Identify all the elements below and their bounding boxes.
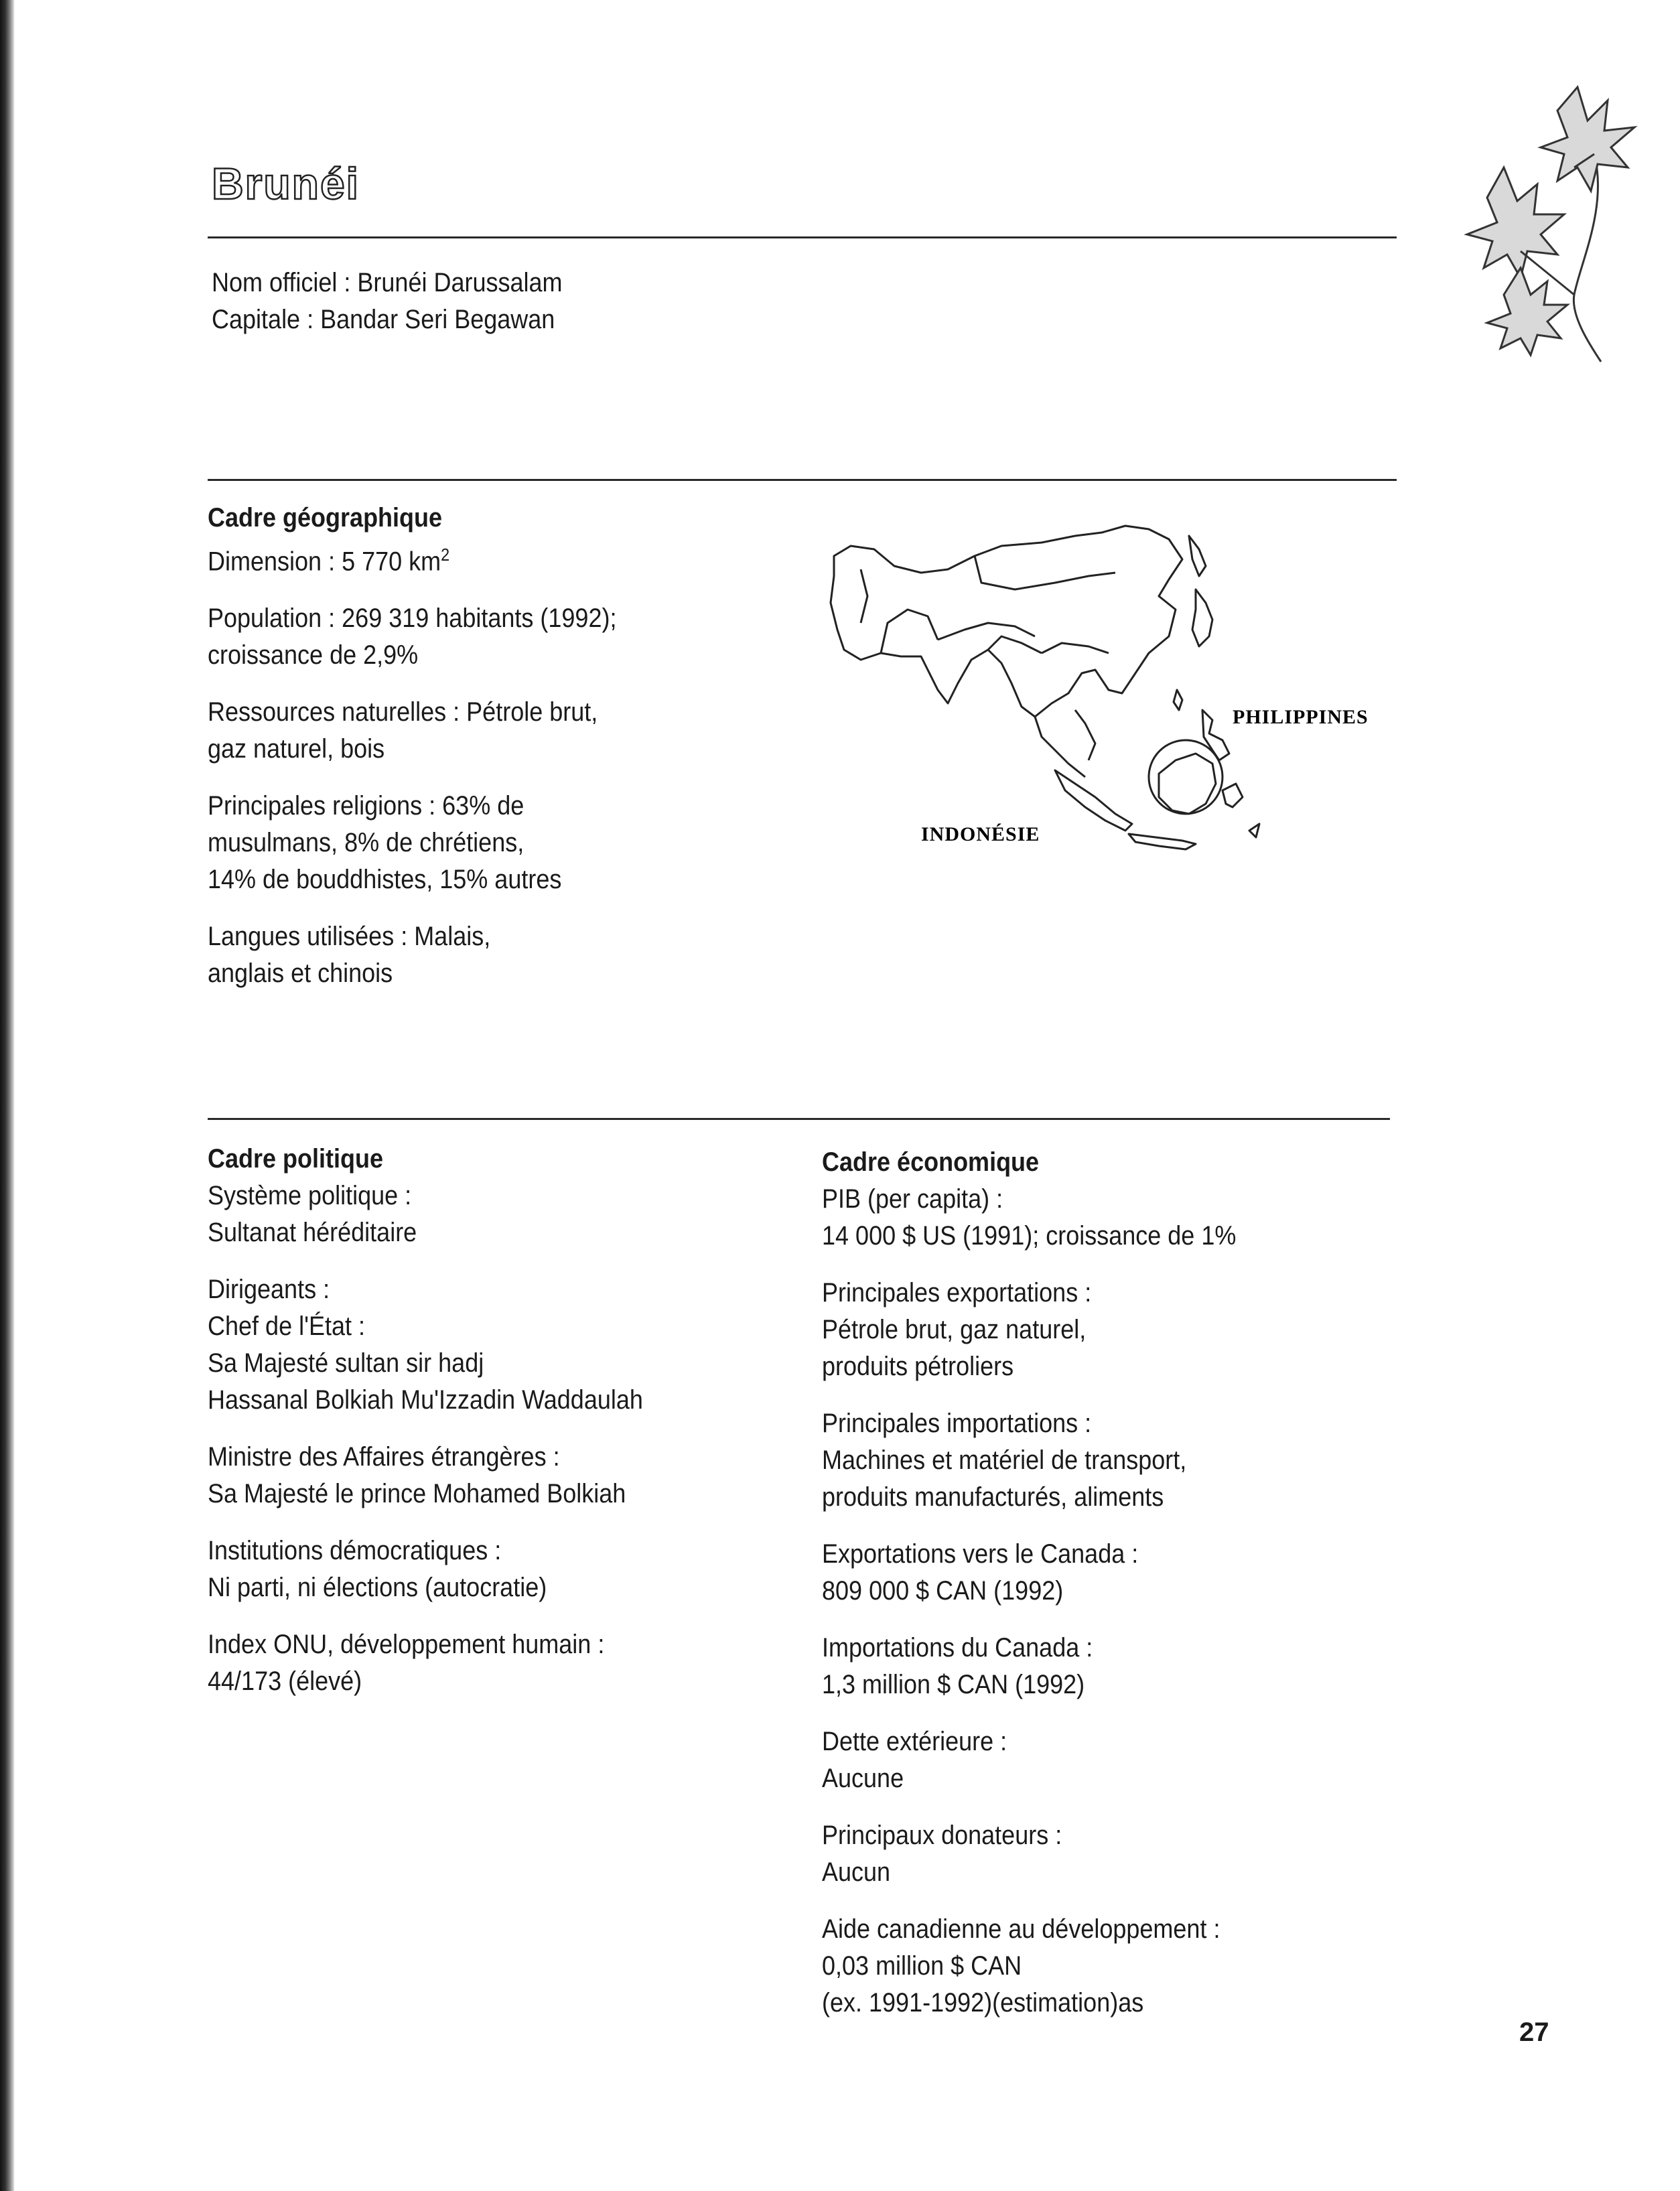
foreign-minister (208, 1439, 691, 1512)
geo-dimension (208, 537, 662, 580)
dimension-exponent: 2 (441, 545, 450, 565)
imports-line-2: Machines et matériel de transport, (822, 1445, 1187, 1475)
geo-section (208, 500, 662, 1012)
leaders-line-4: Hassanal Bolkiah Mu'Izzadin Waddaulah (208, 1385, 643, 1415)
undp-line-2: 44/173 (élevé) (208, 1667, 362, 1696)
economy-section (822, 1144, 1282, 2042)
exports-to-canada (822, 1536, 1282, 1610)
map-taiwan (1174, 690, 1182, 710)
scan-binding-edge (0, 0, 15, 2191)
dimension-text: Dimension : 5 770 km (208, 547, 441, 577)
politics-divider (208, 1118, 1390, 1120)
canadian-aid (822, 1911, 1282, 2022)
leaders (208, 1271, 691, 1419)
politics-section (208, 1141, 691, 1720)
official-name: Nom officiel : Brunéi Darussalam (212, 268, 563, 297)
geo-resources (208, 694, 662, 768)
debt-line-1: Dette extérieure : (822, 1727, 1007, 1756)
map-philippines (1202, 710, 1229, 760)
map-sumatra (1055, 770, 1132, 831)
exports-line-2: Pétrole brut, gaz naturel, (822, 1315, 1087, 1344)
minister-line-1: Ministre des Affaires étrangères : (208, 1442, 560, 1472)
gdp-line-2: 14 000 $ US (1991); croissance de 1% (822, 1221, 1237, 1251)
geo-heading: Cadre géographique (208, 503, 443, 533)
geo-divider (208, 479, 1397, 481)
main-donors (822, 1817, 1282, 1891)
imports-canada-line-1: Importations du Canada : (822, 1633, 1093, 1663)
map-japan (1192, 589, 1212, 646)
resources-line-2: gaz naturel, bois (208, 734, 385, 764)
religions-line-3: 14% de bouddhistes, 15% autres (208, 865, 562, 895)
population-line-1: Population : 269 319 habitants (1992); (208, 604, 617, 634)
undp-line-1: Index ONU, développement humain : (208, 1630, 605, 1659)
undp-index (208, 1626, 691, 1700)
exports-canada-line-1: Exportations vers le Canada : (822, 1539, 1139, 1569)
main-imports (822, 1405, 1282, 1516)
languages-line-2: anglais et chinois (208, 959, 393, 989)
debt-line-2: Aucune (822, 1764, 904, 1793)
resources-line-1: Ressources naturelles : Pétrole brut, (208, 697, 598, 727)
religions-line-1: Principales religions : 63% de (208, 791, 524, 821)
aid-line-1: Aide canadienne au développement : (822, 1914, 1220, 1944)
capital: Capitale : Bandar Seri Begawan (212, 305, 555, 334)
exports-line-1: Principales exportations : (822, 1278, 1092, 1307)
exports-canada-line-2: 809 000 $ CAN (1992) (822, 1576, 1064, 1606)
map-borneo (1159, 754, 1216, 814)
minister-line-2: Sa Majesté le prince Mohamed Bolkiah (208, 1479, 626, 1508)
economy-heading: Cadre économique (822, 1147, 1040, 1177)
political-system (208, 1178, 691, 1251)
politics-heading: Cadre politique (208, 1144, 384, 1174)
institutions-line-1: Institutions démocratiques : (208, 1536, 502, 1565)
leaders-line-2: Chef de l'État : (208, 1312, 366, 1341)
maple-leaf-icon (1440, 74, 1668, 368)
donors-line-1: Principaux donateurs : (822, 1821, 1062, 1850)
institutions-line-2: Ni parti, ni élections (autocratie) (208, 1573, 547, 1602)
imports-line-3: produits manufacturés, aliments (822, 1482, 1164, 1512)
main-exports (822, 1275, 1282, 1385)
democratic-institutions (208, 1533, 691, 1606)
map-java (1129, 834, 1196, 849)
aid-line-2: 0,03 million $ CAN (822, 1951, 1022, 1981)
asia-map (821, 509, 1410, 857)
leaders-line-1: Dirigeants : (208, 1275, 330, 1304)
imports-from-canada (822, 1630, 1282, 1703)
map-label-philippines: PHILIPPINES (1233, 706, 1369, 728)
languages-line-1: Langues utilisées : Malais, (208, 922, 491, 952)
geo-population (208, 600, 662, 674)
map-mainland-outline (831, 526, 1182, 717)
donors-line-2: Aucun (822, 1857, 891, 1887)
map-label-indonesie: INDONÉSIE (921, 823, 1040, 845)
external-debt (822, 1723, 1282, 1797)
system-line-1: Système politique : (208, 1181, 412, 1210)
imports-line-1: Principales importations : (822, 1409, 1092, 1438)
page-number: 27 (1519, 2018, 1549, 2047)
gdp (822, 1181, 1282, 1255)
geo-languages (208, 918, 662, 992)
aid-line-3: (ex. 1991-1992)(estimation)as (822, 1988, 1144, 2018)
country-identity (212, 265, 602, 338)
system-line-2: Sultanat héréditaire (208, 1218, 417, 1247)
imports-canada-line-2: 1,3 million $ CAN (1992) (822, 1670, 1085, 1699)
religions-line-2: musulmans, 8% de chrétiens, (208, 828, 524, 858)
gdp-line-1: PIB (per capita) : (822, 1184, 1003, 1214)
header-divider (208, 236, 1397, 238)
page-title: Brunéi (212, 159, 360, 208)
leaders-line-3: Sa Majesté sultan sir hadj (208, 1348, 484, 1378)
exports-line-3: produits pétroliers (822, 1352, 1014, 1381)
geo-religions (208, 788, 662, 898)
population-line-2: croissance de 2,9% (208, 640, 419, 670)
